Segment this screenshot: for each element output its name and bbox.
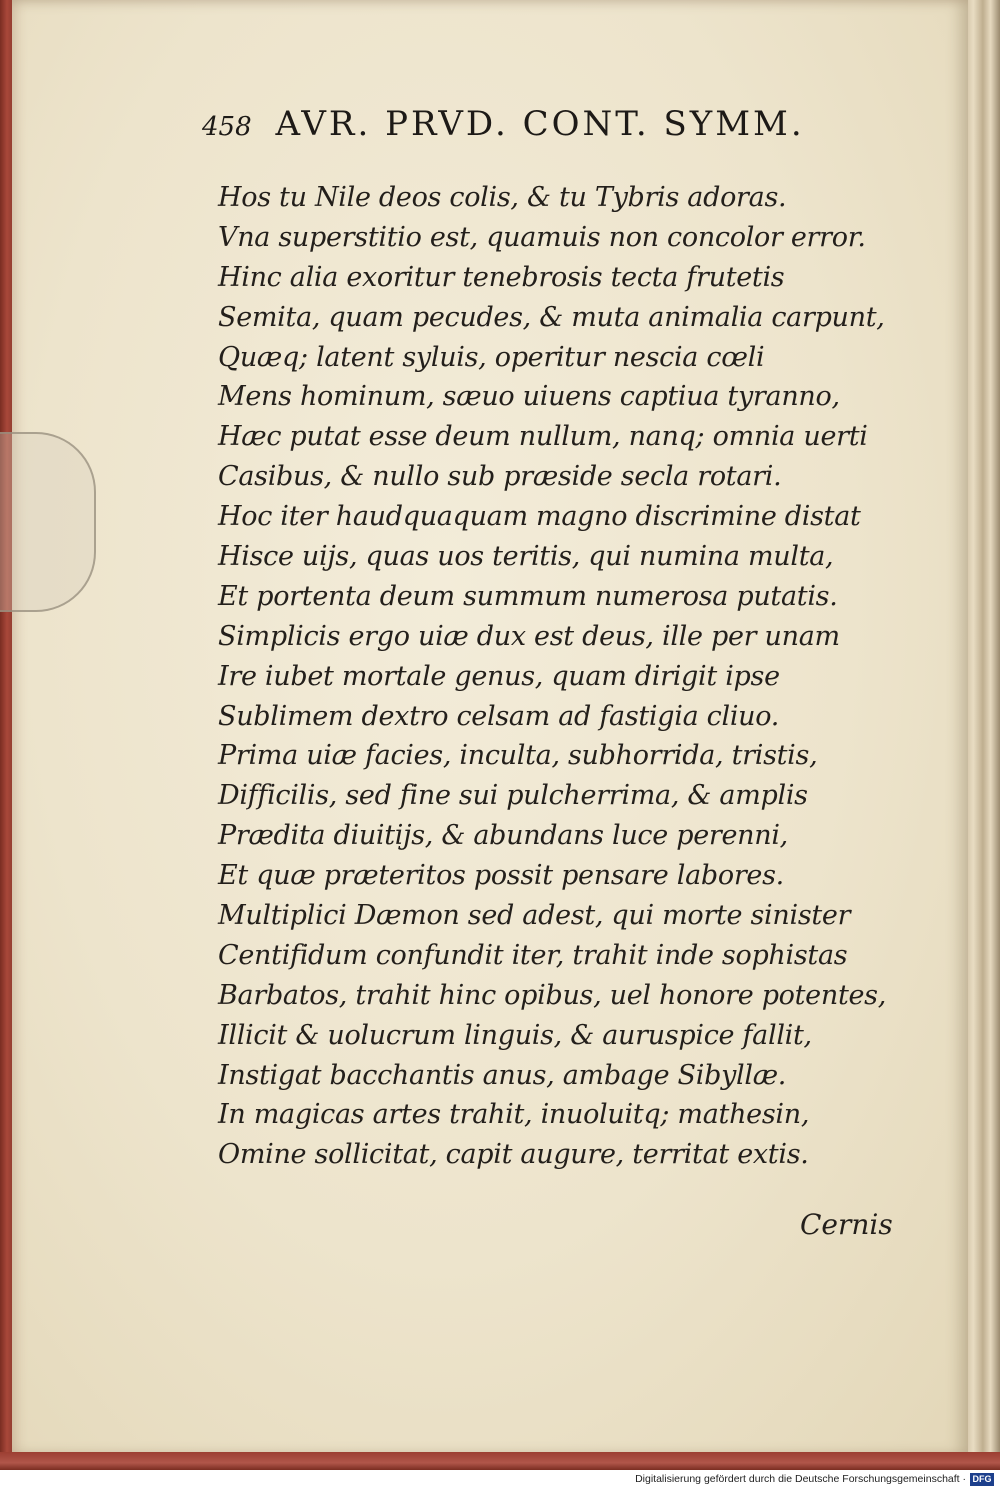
page-holder-clip — [0, 432, 96, 612]
verse-line: Difficilis, sed fine sui pulcherrima, & amplis — [218, 780, 808, 812]
verse-line: Omine sollicitat, capit augure, territat extis. — [218, 1139, 809, 1171]
catchword: Cernis — [800, 1208, 893, 1241]
dfg-logo: DFG — [970, 1473, 994, 1486]
verse-line: Sublimem dextro celsam ad fastigia cliuo. — [218, 700, 780, 732]
book-cover-edge-bottom — [0, 1452, 1000, 1470]
book-page — [12, 0, 968, 1456]
verse-line: Hæc putat esse deum nullum, nanq; omnia uerti — [218, 421, 868, 453]
verse-line: In magicas artes trahit, inuoluitq; mathesin, — [218, 1099, 810, 1131]
verse-line: Semita, quam pecudes, & muta animalia carpunt, — [218, 301, 885, 333]
verse-line: Hoc iter haudquaquam magno discrimine distat — [218, 501, 861, 533]
verse-line: Casibus, & nullo sub præside secla rotari. — [218, 461, 782, 493]
verse-block — [218, 178, 938, 1175]
verse-line: Prima uiæ facies, inculta, subhorrida, tristis, — [218, 740, 818, 772]
page-number: 458 — [202, 112, 252, 142]
verse-line: Vna superstitio est, quamuis non concolor error. — [218, 221, 866, 253]
funding-notice: Digitalisierung gefördert durch die Deutsche Forschungsgemeinschaft · — [635, 1473, 966, 1485]
verse-line: Hos tu Nile deos colis, & tu Tybris adoras. — [218, 182, 787, 213]
verse-line: Simplicis ergo uiæ dux est deus, ille per unam — [218, 620, 840, 652]
verse-line: Barbatos, trahit hinc opibus, uel honore potentes, — [218, 979, 887, 1011]
verse-line: Centifidum confundit iter, trahit inde sophistas — [218, 939, 848, 971]
verse-line: Illicit & uolucrum linguis, & auruspice fallit, — [218, 1019, 812, 1051]
verse-line: Quæq; latent syluis, operitur nescia cœli — [218, 341, 765, 373]
verse-line: Instigat bacchantis anus, ambage Sibyllæ. — [218, 1059, 787, 1091]
verse-line: Multiplici Dæmon sed adest, qui morte sinister — [218, 900, 851, 932]
verse-line: Ire iubet mortale genus, quam dirigit ipse — [218, 660, 780, 692]
verse-line: Mens hominum, sæuo uiuens captiua tyranno, — [218, 381, 840, 413]
verse-line: Et quæ præteritos possit pensare labores. — [218, 860, 784, 892]
verse-line: Prædita diuitijs, & abundans luce perenni, — [218, 820, 788, 852]
verse-line: Et portenta deum summum numerosa putatis. — [218, 580, 838, 612]
running-title: AVR. PRVD. CONT. SYMM. — [275, 104, 805, 144]
verse-line: Hisce uijs, quas uos teritis, qui numina multa, — [218, 541, 834, 573]
verse-line: Hinc alia exoritur tenebrosis tecta frutetis — [218, 261, 785, 293]
digitization-footer — [0, 1470, 1000, 1490]
running-head — [202, 104, 862, 144]
